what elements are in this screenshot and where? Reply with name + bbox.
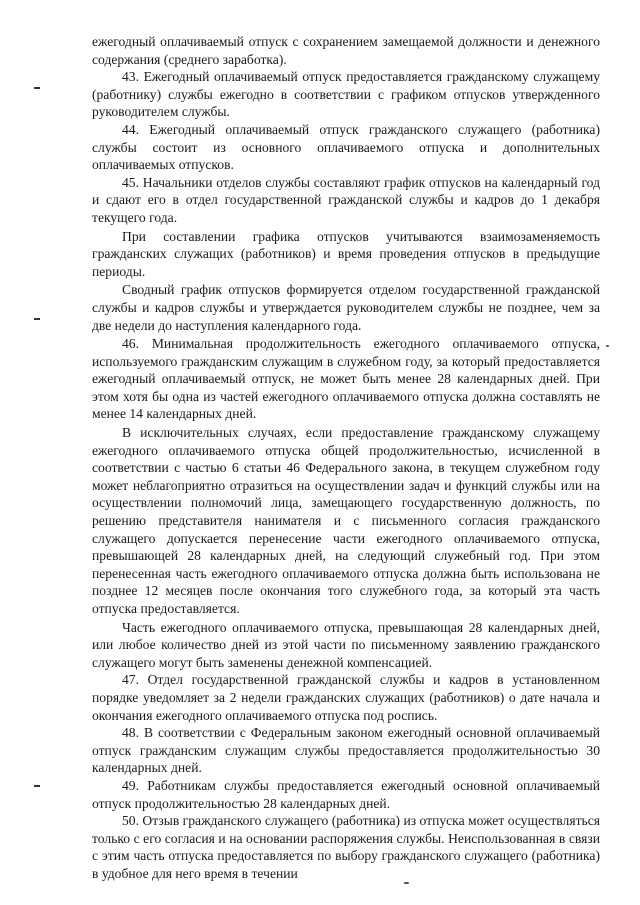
- paragraph-47: 47. Отдел государственной гражданской службы и кадров в установленном порядке уведомляет за 2 недели гражданских служащих (работников) о дате начала и окончания ежегодного оплачиваемого отпуска под роспись.: [92, 672, 600, 723]
- paragraph-48: 48. В соответствии с Федеральным законом ежегодный основной оплачиваемый отпуск гражданским служащим службы предоставляется продолжительностью 30 календарных дней.: [92, 725, 600, 776]
- paragraph-46: 46. Минимальная продолжительность ежегодного оплачиваемого отпуска, используемого гражданским служащим в служебном году, за который предоставляется ежегодный оплачиваемый отпуск, не может быть менее 28 календарных дней. При этом хотя бы одна из частей ежегодного оплачиваемого отпуска должна составлять не менее 14 календарных дней.: [92, 336, 600, 422]
- margin-mark: [34, 87, 40, 89]
- paragraph: ежегодный оплачиваемый отпуск с сохранением замещаемой должности и денежного содержания (среднего заработка).: [92, 34, 600, 67]
- paragraph-45: 45. Начальники отделов службы составляют график отпусков на календарный год и сдают его в отдел государственной гражданской службы и кадров до 1 декабря текущего года.: [92, 174, 600, 225]
- paragraph-43: 43. Ежегодный оплачиваемый отпуск предоставляется гражданскому служащему (работнику) службы ежегодно в соответствии с графиком отпусков утвержденного руководителем службы.: [92, 69, 600, 120]
- paragraph-45-summary: Сводный график отпусков формируется отделом государственной гражданской службы и кадров службы и утверждается руководителем службы не позднее, чем за две недели до наступления календарного года.: [92, 282, 600, 333]
- paragraph-50: 50. Отзыв гражданского служащего (работника) из отпуска может осуществляться только с его согласия и на основании распоряжения службы. Неиспользованная в связи с этим часть отпуска предоставляется по выбору гражданского служащего (работника) в удобное для него время в течении: [92, 813, 600, 881]
- paragraph-46-compensation: Часть ежегодного оплачиваемого отпуска, превышающая 28 календарных дней, или любое количество дней из этой части по письменному заявлению гражданского служащего могут быть заменены денежной компенсацией.: [92, 619, 600, 670]
- paragraph-49: 49. Работникам службы предоставляется ежегодный основной оплачиваемый отпуск продолжительностью 28 календарных дней.: [92, 777, 600, 811]
- margin-mark: [34, 785, 40, 787]
- document-body: [92, 33, 600, 883]
- margin-mark: [34, 318, 40, 320]
- paragraph-45-schedule: При составлении графика отпусков учитываются взаимозаменяемость гражданских служащих (работников) и время проведения отпусков в предыдущие периоды.: [92, 228, 600, 279]
- paragraph-46-exceptions: В исключительных случаях, если предоставление гражданскому служащему ежегодного оплачиваемого отпуска общей продолжительностью, исчисленной в соответствии с частью 6 статьи 46 Федерального закона, в текущем служебном году может неблагоприятно отразиться на осуществлении задач и функций службы или на осуществлении полномочий лица, замещающего государственную должность, по решению представителя нанимателя и с письменного согласия гражданского служащего допускается перенесение части ежегодного оплачиваемого отпуска, превышающей 28 календарных дней, на следующий служебный год. При этом перенесенная часть ежегодного оплачиваемого отпуска должна быть использована не позднее 12 месяцев после окончания того служебного года, за который эта часть отпуска предоставляется.: [92, 425, 600, 616]
- paragraph-44: 44. Ежегодный оплачиваемый отпуск гражданского служащего (работника) службы состоит из основного оплачиваемого отпуска и дополнительных оплачиваемых отпусков.: [92, 121, 600, 173]
- scan-speck: [606, 345, 609, 347]
